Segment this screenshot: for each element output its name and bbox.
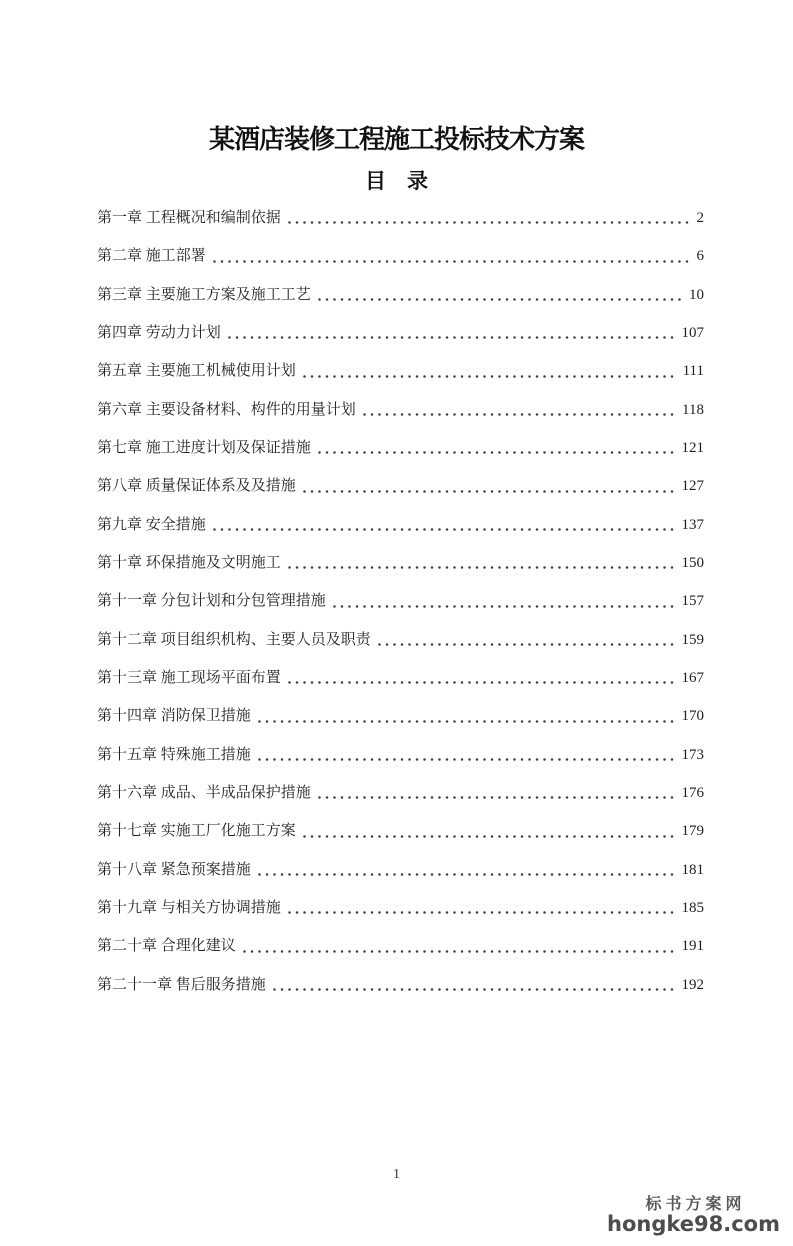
dot-leader (318, 451, 677, 454)
chapter-label: 第三章 主要施工方案及施工工艺 (97, 286, 311, 303)
toc-list (0, 199, 793, 1004)
dot-leader (228, 336, 677, 339)
dot-leader (258, 873, 677, 876)
chapter-label: 第六章 主要设备材料、构件的用量计划 (97, 401, 356, 418)
toc-entry (97, 237, 704, 275)
toc-entry (97, 467, 704, 505)
page-ref: 192 (681, 976, 704, 993)
toc-entry (97, 429, 704, 467)
chapter-label: 第五章 主要施工机械使用计划 (97, 363, 296, 380)
dot-leader (318, 796, 677, 799)
toc-entry (97, 812, 704, 850)
dot-leader (318, 298, 684, 301)
page-ref: 185 (681, 899, 704, 916)
document-page (0, 124, 793, 1246)
chapter-label: 第九章 安全措施 (97, 516, 206, 533)
toc-entry (97, 314, 704, 352)
dot-leader (378, 643, 677, 646)
toc-entry (97, 544, 704, 582)
chapter-label: 第十九章 与相关方协调措施 (97, 899, 281, 916)
watermark-site-url: hongke98.com (607, 1212, 780, 1236)
page-ref: 118 (682, 401, 704, 418)
toc-entry (97, 199, 704, 237)
page-ref: 137 (681, 516, 704, 533)
toc-heading: 目 录 (365, 169, 428, 193)
chapter-label: 第十章 环保措施及文明施工 (97, 554, 281, 571)
page-ref: 181 (681, 861, 704, 878)
watermark (607, 1194, 780, 1235)
page-ref: 176 (681, 784, 704, 801)
chapter-label: 第十八章 紧急预案措施 (97, 861, 251, 878)
page-ref: 111 (682, 363, 704, 380)
document-title: 某酒店装修工程施工投标技术方案 (208, 125, 584, 154)
toc-entry (97, 506, 704, 544)
chapter-label: 第一章 工程概况和编制依据 (97, 210, 281, 226)
dot-leader (303, 375, 678, 378)
toc-entry (97, 736, 704, 774)
page-ref: 127 (681, 478, 704, 495)
dot-leader (303, 490, 677, 493)
toc-entry (97, 391, 704, 429)
page-ref: 191 (681, 938, 704, 955)
chapter-label: 第十五章 特殊施工措施 (97, 746, 251, 763)
toc-entry (97, 582, 704, 620)
page-ref: 179 (681, 823, 704, 840)
page-ref: 170 (681, 708, 704, 725)
dot-leader (363, 413, 677, 416)
chapter-label: 第十一章 分包计划和分包管理措施 (97, 593, 326, 610)
dot-leader (258, 720, 677, 723)
toc-entry (97, 927, 704, 965)
dot-leader (273, 988, 677, 991)
dot-leader (303, 835, 677, 838)
chapter-label: 第十二章 项目组织机构、主要人员及职责 (97, 631, 371, 648)
toc-entry (97, 889, 704, 927)
watermark-site-name: 标书方案网 (645, 1194, 746, 1213)
page-ref: 6 (696, 248, 704, 265)
dot-leader (213, 260, 692, 263)
chapter-label: 第十三章 施工现场平面布置 (97, 669, 281, 686)
toc-entry (97, 659, 704, 697)
chapter-label: 第四章 劳动力计划 (97, 324, 221, 341)
page-ref: 167 (681, 669, 704, 686)
dot-leader (213, 528, 677, 531)
page-ref: 159 (681, 631, 704, 648)
toc-entry (97, 697, 704, 735)
toc-entry (97, 774, 704, 812)
page-ref: 150 (681, 554, 704, 571)
dot-leader (258, 758, 677, 761)
chapter-label: 第十七章 实施工厂化施工方案 (97, 823, 296, 840)
dot-leader (288, 566, 677, 569)
page-ref: 121 (681, 439, 704, 456)
page-ref: 2 (696, 210, 704, 226)
chapter-label: 第十六章 成品、半成品保护措施 (97, 784, 311, 801)
dot-leader (243, 950, 677, 953)
page-ref: 107 (681, 324, 704, 341)
chapter-label: 第七章 施工进度计划及保证措施 (97, 439, 311, 456)
chapter-label: 第十四章 消防保卫措施 (97, 708, 251, 725)
toc-entry (97, 352, 704, 390)
toc-entry (97, 276, 704, 314)
page-ref: 10 (689, 286, 704, 303)
toc-entry (97, 966, 704, 1004)
dot-leader (288, 221, 692, 224)
page-ref: 173 (681, 746, 704, 763)
toc-entry (97, 621, 704, 659)
chapter-label: 第二十章 合理化建议 (97, 938, 236, 955)
chapter-label: 第二章 施工部署 (97, 248, 206, 265)
chapter-label: 第八章 质量保证体系及及措施 (97, 478, 296, 495)
dot-leader (288, 911, 677, 914)
dot-leader (288, 681, 677, 684)
toc-entry (97, 851, 704, 889)
dot-leader (333, 605, 677, 608)
footer-page-number: 1 (393, 1167, 400, 1182)
chapter-label: 第二十一章 售后服务措施 (97, 976, 266, 993)
page-ref: 157 (681, 593, 704, 610)
